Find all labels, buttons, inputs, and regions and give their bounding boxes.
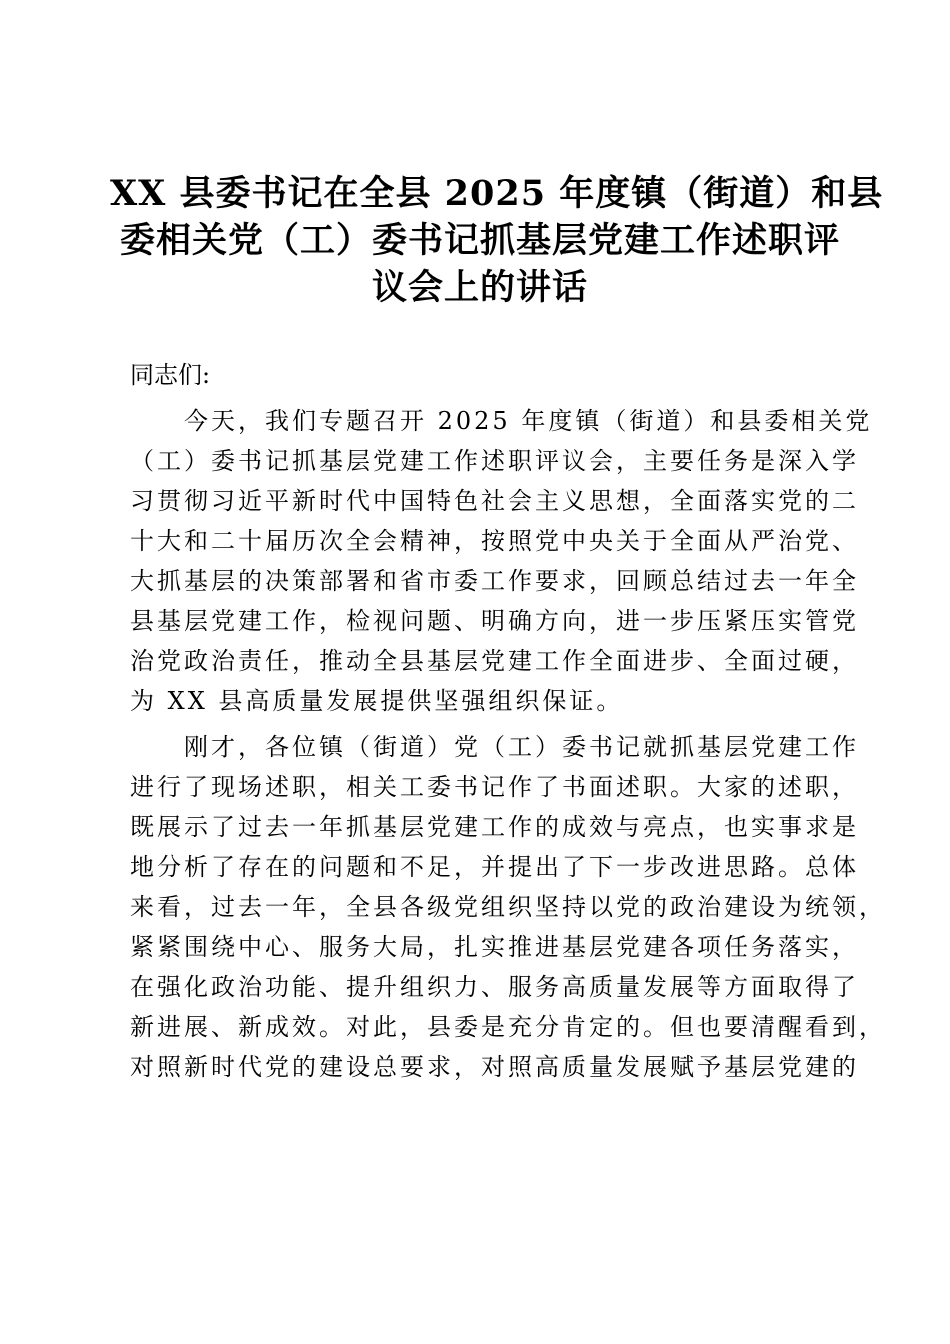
text-line: 十大和二十届历次全会精神，按照党中央关于全面从严治党、	[130, 527, 859, 555]
paragraph-2	[130, 727, 886, 1087]
text-line: 大抓基层的决策部署和省市委工作要求，回顾总结过去一年全	[130, 567, 859, 595]
text-line: 来看，过去一年，全县各级党组织坚持以党的政治建设为统领，	[130, 893, 886, 921]
title-line: 议会上的讲话	[371, 267, 588, 308]
title-line: 委相关党（工）委书记抓基层党建工作述职评	[119, 220, 840, 261]
text-line: 治党政治责任，推动全县基层党建工作全面进步、全面过硬，	[130, 647, 859, 675]
text-line: 对照新时代党的建设总要求，对照高质量发展赋予基层党建的	[130, 1053, 859, 1081]
text-line: 新进展、新成效。对此，县委是充分肯定的。但也要清醒看到，	[130, 1013, 886, 1041]
text-line: 今天，我们专题召开 2025 年度镇（街道）和县委相关党	[130, 407, 873, 435]
paragraph-1	[130, 401, 873, 721]
salutation: 同志们:	[130, 361, 211, 389]
text-line: 习贯彻习近平新时代中国特色社会主义思想，全面落实党的二	[130, 487, 859, 515]
text-line: 进行了现场述职，相关工委书记作了书面述职。大家的述职，	[130, 773, 859, 801]
document-body	[130, 355, 886, 1087]
title-line: XX 县委书记在全县 2025 年度镇（街道）和县	[110, 173, 884, 214]
text-line: 县基层党建工作，检视问题、明确方向，进一步压紧压实管党	[130, 607, 859, 635]
text-line: （工）委书记抓基层党建工作述职评议会，主要任务是深入学	[130, 447, 859, 475]
text-line: 既展示了过去一年抓基层党建工作的成效与亮点，也实事求是	[130, 813, 859, 841]
text-line: 在强化政治功能、提升组织力、服务高质量发展等方面取得了	[130, 973, 859, 1001]
text-line: 地分析了存在的问题和不足，并提出了下一步改进思路。总体	[130, 853, 859, 881]
text-line: 刚才，各位镇（街道）党（工）委书记就抓基层党建工作	[130, 733, 859, 761]
document-title	[110, 170, 884, 311]
text-line: 紧紧围绕中心、服务大局，扎实推进基层党建各项任务落实，	[130, 933, 859, 961]
text-line: 为 XX 县高质量发展提供坚强组织保证。	[130, 687, 624, 715]
